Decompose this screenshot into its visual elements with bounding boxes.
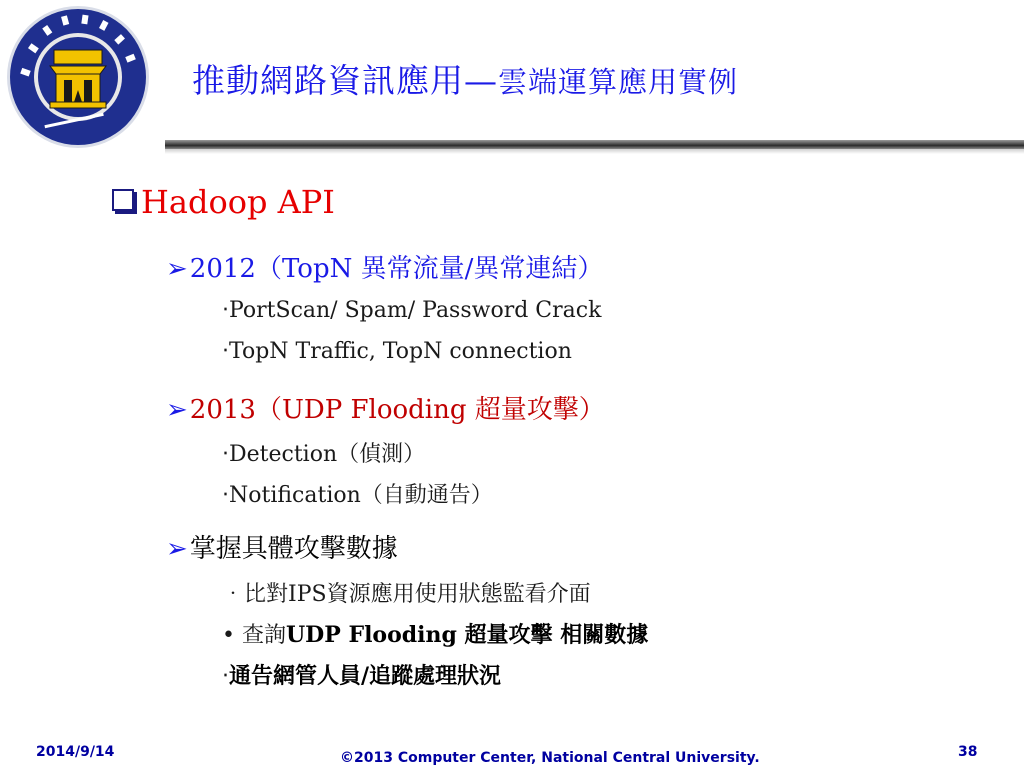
heading-hadoop-api xyxy=(112,183,335,221)
item-2013 xyxy=(166,389,605,426)
item-2013-sub-2: ‧Notification（自動通告） xyxy=(222,483,493,508)
slide-title xyxy=(192,55,738,102)
item-2013-sub-1: ‧Detection（偵測） xyxy=(222,442,426,467)
item-attack-sub-1: ‧比對IPS資源應用使用狀態監看介面 xyxy=(222,582,591,607)
heading-text: Hadoop API xyxy=(141,183,335,221)
item-2012 xyxy=(166,248,603,285)
item-attack-sub-3 xyxy=(222,659,501,690)
item-2012-topic: 異常流量/異常連結） xyxy=(360,254,604,284)
computer-center-logo xyxy=(4,4,152,150)
item-2013-year: 2013（UDP Flooding xyxy=(189,395,475,425)
arrow-bullet-icon: ➢ xyxy=(166,395,188,425)
item-2012-sub-1: ‧PortScan/ Spam/ Password Crack xyxy=(222,298,602,323)
item-attack-sub-2 xyxy=(222,618,648,649)
title-main: 推動網路資訊應用— xyxy=(192,61,498,100)
footer-date: 2014/9/14 xyxy=(36,744,115,760)
title-sub: 雲端運算應用實例 xyxy=(498,65,739,99)
footer-copyright: ©2013 Computer Center, National Central University. xyxy=(340,750,760,766)
checkbox-bullet-icon xyxy=(112,189,134,211)
arrow-bullet-icon: ➢ xyxy=(166,254,188,284)
arrow-bullet-icon: ➢ xyxy=(166,534,188,564)
item-attack-sub-2-bold: UDP Flooding 超量攻擊 相關數據 xyxy=(285,622,649,648)
item-attack-sub-3-bold: 通告網管人員/追蹤處理狀況 xyxy=(229,663,502,689)
item-attack-data xyxy=(166,528,398,565)
title-divider-shadow xyxy=(165,149,1024,154)
item-2013-topic: 超量攻擊） xyxy=(474,395,605,425)
item-2012-sub-2: ‧TopN Traffic, TopN connection xyxy=(222,339,572,364)
item-attack-sub-2-prefix: • 查詢 xyxy=(222,623,286,648)
item-2012-year: 2012（TopN xyxy=(189,254,361,284)
item-attack-sub-3-prefix: ‧ xyxy=(222,664,229,689)
item-attack-data-text: 掌握具體攻擊數據 xyxy=(189,534,398,564)
title-divider xyxy=(165,140,1024,149)
footer-page-number: 38 xyxy=(958,744,978,760)
